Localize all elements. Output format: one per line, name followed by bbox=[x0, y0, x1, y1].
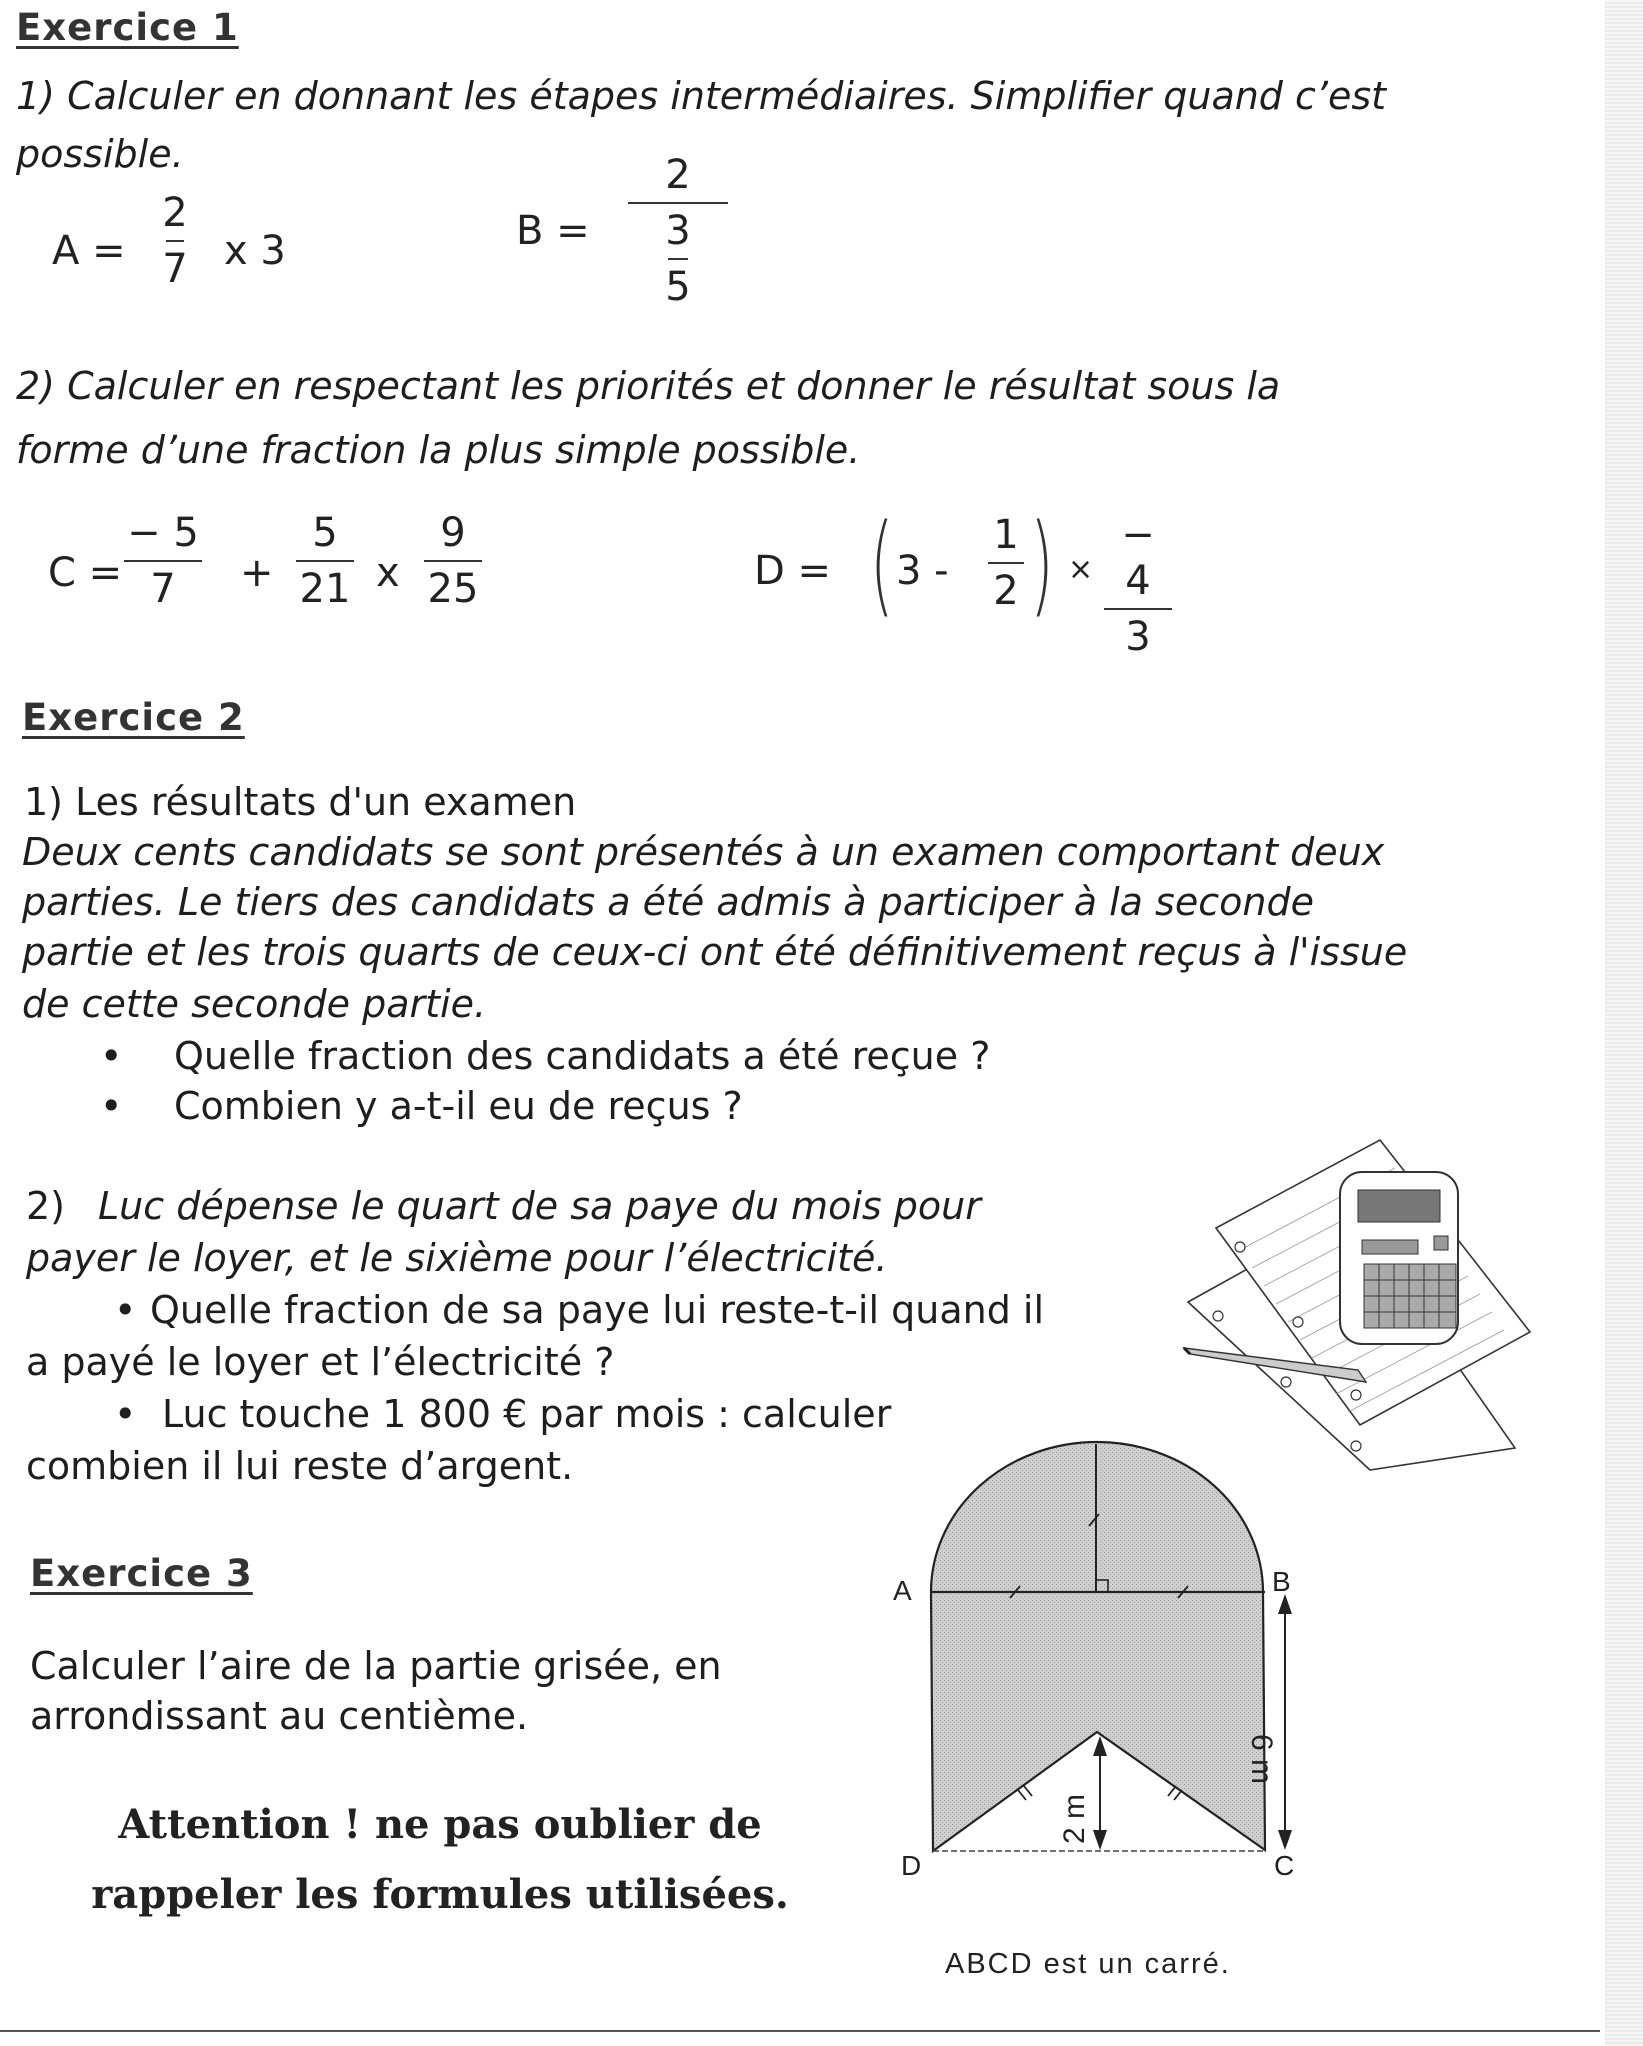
shaded-region bbox=[931, 1442, 1265, 1851]
vertex-label-D: D bbox=[901, 1850, 922, 1881]
expr-C-fraction1 bbox=[124, 510, 202, 612]
expr-D-f1-denominator: 2 bbox=[993, 568, 1019, 614]
vertex-label-B: B bbox=[1272, 1566, 1291, 1597]
expr-A-label: A = bbox=[52, 228, 126, 274]
fraction-bar bbox=[124, 560, 202, 562]
exercise1-q1-line2: possible. bbox=[16, 132, 184, 176]
expr-C-times: x bbox=[376, 550, 400, 596]
expr-D-fraction1 bbox=[988, 512, 1024, 614]
fraction-bar bbox=[988, 562, 1024, 564]
expr-D-f2-numerator: − 4 bbox=[1121, 512, 1155, 604]
fraction-bar-main bbox=[628, 202, 728, 204]
exercise3-line1: Calculer l’aire de la partie grisée, en bbox=[30, 1644, 722, 1688]
exercise2-q1-line3: partie et les trois quarts de ceux-ci ont été définitivement reçus à l'issue bbox=[22, 930, 1408, 974]
bullet-icon: • bbox=[100, 1084, 123, 1128]
expr-A-rest: x 3 bbox=[224, 228, 286, 274]
fraction-bar bbox=[296, 560, 354, 562]
exercise2-q1-bullet1: Quelle fraction des candidats a été reçue ? bbox=[174, 1034, 991, 1078]
attention-line2: rappeler les formules utilisées. bbox=[91, 1871, 789, 1918]
exercise2-q1-line4: de cette seconde partie. bbox=[22, 982, 487, 1026]
figure-caption: ABCD est un carré. bbox=[945, 1948, 1231, 1980]
bullet-icon: • bbox=[114, 1392, 137, 1436]
side-length-label: 6 m bbox=[1245, 1734, 1278, 1785]
expr-C-fraction2 bbox=[296, 510, 354, 612]
expr-C-f2-denominator: 21 bbox=[299, 566, 351, 612]
vertex-label-A: A bbox=[893, 1575, 912, 1606]
triangle-height-label: 2 m bbox=[1058, 1793, 1091, 1844]
expr-C-f3-numerator: 9 bbox=[440, 510, 466, 556]
exercise1-q2-line2: forme d’une fraction la plus simple possible. bbox=[16, 428, 861, 472]
bullet-icon: • bbox=[114, 1288, 137, 1332]
fraction-bar-inner bbox=[668, 258, 688, 260]
expr-C-f2-numerator: 5 bbox=[312, 510, 338, 556]
fraction-bar bbox=[166, 240, 184, 242]
calculator-display bbox=[1358, 1190, 1440, 1222]
fraction-bar bbox=[424, 560, 482, 562]
exercise2-q2-number: 2) bbox=[26, 1184, 66, 1228]
exercise2-q1-line1: Deux cents candidats se sont présentés à un examen comportant deux bbox=[22, 830, 1385, 874]
bullet-icon: • bbox=[100, 1034, 123, 1078]
expr-D-label: D = bbox=[754, 548, 832, 594]
fraction-bar bbox=[1104, 608, 1172, 610]
expr-A-denominator: 7 bbox=[162, 246, 188, 292]
exercise1-q1-line1: 1) Calculer en donnant les étapes intermédiaires. Simplifier quand c’est bbox=[16, 74, 1387, 118]
exercise2-q2-line1: Luc dépense le quart de sa paye du mois pour bbox=[98, 1184, 981, 1228]
exercise1-q2-line1: 2) Calculer en respectant les priorités et donner le résultat sous la bbox=[16, 364, 1281, 408]
expr-B-label: B = bbox=[516, 208, 590, 254]
expr-C-f1-numerator: − 5 bbox=[127, 510, 199, 556]
expr-C-plus: + bbox=[240, 550, 274, 596]
expr-D-open-paren: ( bbox=[870, 500, 894, 628]
expr-B-top: 2 bbox=[665, 152, 691, 198]
vertex-label-C: C bbox=[1274, 1850, 1295, 1881]
exercise2-q2-bullet2-line1: Luc touche 1 800 € par mois : calculer bbox=[162, 1392, 892, 1436]
exercise2-q1-heading: 1) Les résultats d'un examen bbox=[24, 780, 577, 824]
exercise2-q2-line2: payer le loyer, et le sixième pour l’électricité. bbox=[26, 1236, 888, 1280]
exercise1-title: Exercice 1 bbox=[16, 6, 239, 49]
expr-D-close-paren: ) bbox=[1030, 500, 1054, 628]
expr-D-times: × bbox=[1068, 552, 1094, 587]
exercise2-title: Exercice 2 bbox=[22, 696, 245, 739]
expr-A-numerator: 2 bbox=[162, 190, 188, 236]
expr-B-compound-fraction bbox=[628, 152, 728, 310]
expr-C-fraction3 bbox=[424, 510, 482, 612]
expr-C-label: C = bbox=[48, 550, 123, 596]
attention-line1: Attention ! ne pas oublier de bbox=[118, 1801, 762, 1848]
expr-C-f3-denominator: 25 bbox=[427, 566, 479, 612]
exercise2-q2-bullet1-line1: Quelle fraction de sa paye lui reste-t-il quand il bbox=[150, 1288, 1045, 1332]
expr-A-fraction bbox=[158, 190, 192, 292]
expr-D-three-minus: 3 - bbox=[896, 548, 949, 594]
expr-C-f1-denominator: 7 bbox=[150, 566, 176, 612]
exercise2-q1-line2: parties. Le tiers des candidats a été admis à participer à la seconde bbox=[22, 880, 1314, 924]
exercise2-q2-bullet2-line2: combien il lui reste d’argent. bbox=[26, 1444, 574, 1488]
expr-B-mid: 3 bbox=[665, 208, 691, 254]
page-bottom-border bbox=[0, 2030, 1600, 2032]
scan-edge-shading bbox=[1605, 0, 1643, 2046]
expr-B-bottom: 5 bbox=[665, 264, 691, 310]
exercise3-title: Exercice 3 bbox=[30, 1552, 253, 1595]
geometry-figure bbox=[860, 1420, 1340, 2000]
exercise3-line2: arrondissant au centième. bbox=[30, 1694, 529, 1738]
expr-D-f2-denominator: 3 bbox=[1125, 614, 1151, 660]
expr-D-fraction2 bbox=[1104, 512, 1172, 660]
expr-D-f1-numerator: 1 bbox=[993, 512, 1019, 558]
exercise2-q1-bullet2: Combien y a-t-il eu de reçus ? bbox=[174, 1084, 743, 1128]
attention-note bbox=[60, 1790, 820, 1930]
exercise2-q2-bullet1-line2: a payé le loyer et l’électricité ? bbox=[26, 1340, 615, 1384]
